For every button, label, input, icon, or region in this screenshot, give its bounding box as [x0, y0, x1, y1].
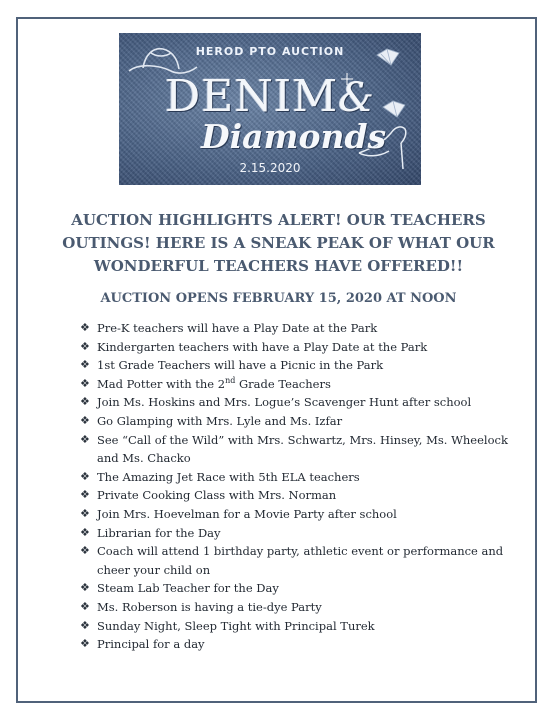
list-item: ❖ 1st Grade Teachers will have a Picnic in the Park [80, 356, 520, 375]
list-item: ❖ Steam Lab Teacher for the Day [80, 579, 520, 598]
auction-open-notice: AUCTION OPENS FEBRUARY 15, 2020 AT NOON [100, 291, 457, 306]
banner-title-ampersand: & [338, 75, 375, 121]
list-item: ❖ Private Cooking Class with Mrs. Norman [80, 486, 520, 505]
page-headline: AUCTION HIGHLIGHTS ALERT! OUR TEACHERS OUTINGS! HERE IS A SNEAK PEAK OF WHAT OUR WONDERFUL TEACHERS HAVE OFFERED!! [62, 211, 495, 275]
list-item: ❖ Librarian for the Day [80, 524, 520, 543]
banner-title-denim [165, 71, 375, 122]
diamond-bullet-icon: ❖ [80, 395, 90, 409]
list-item: ❖ Ms. Roberson is having a tie-dye Party [80, 598, 520, 617]
diamond-bullet-icon: ❖ [80, 339, 90, 353]
banner-title-diamonds: Diamonds [201, 117, 387, 156]
list-item: ❖ Principal for a day [80, 635, 520, 654]
diamond-bullet-icon: ❖ [80, 432, 90, 446]
page-frame [16, 17, 537, 703]
auction-banner [119, 33, 421, 185]
diamond-bullet-icon: ❖ [80, 599, 90, 613]
banner-date: 2.15.2020 [239, 161, 301, 175]
diamond-bullet-icon: ❖ [80, 618, 90, 632]
list-item: ❖ Mad Potter with the 2nd Grade Teachers [80, 375, 520, 394]
list-item: ❖ Kindergarten teachers with have a Play Date at the Park [80, 338, 520, 357]
diamond-bullet-icon: ❖ [80, 525, 90, 539]
ordinal-suffix: nd [225, 375, 236, 385]
diamond-bullet-icon: ❖ [80, 413, 90, 427]
diamond-bullet-icon: ❖ [80, 376, 90, 390]
list-item: ❖ See “Call of the Wild” with Mrs. Schwartz, Mrs. Hinsey, Ms. Wheelock and Ms. Chacko [80, 432, 508, 466]
diamond-bullet-icon: ❖ [80, 488, 90, 502]
banner-title-word-denim: DENIM [165, 71, 339, 122]
diamond-bullet-icon: ❖ [80, 506, 90, 520]
diamond-icon [383, 101, 405, 117]
banner-org-name: HEROD PTO AUCTION [195, 45, 345, 58]
list-item: ❖ Pre-K teachers will have a Play Date at the Park [80, 319, 520, 338]
diamond-bullet-icon: ❖ [80, 321, 90, 334]
diamond-bullet-icon: ❖ [80, 637, 90, 651]
list-item: ❖ Join Ms. Hoskins and Mrs. Logue’s Scavenger Hunt after school [80, 393, 520, 412]
diamond-bullet-icon: ❖ [80, 581, 90, 595]
auction-items-list [80, 319, 520, 654]
diamond-bullet-icon: ❖ [80, 358, 90, 372]
list-item: ❖ The Amazing Jet Race with 5th ELA teachers [80, 468, 520, 487]
list-item: ❖ Go Glamping with Mrs. Lyle and Ms. Izfar [80, 412, 520, 431]
list-item: ❖ Sunday Night, Sleep Tight with Principal Turek [80, 617, 520, 636]
list-item: ❖ Join Mrs. Hoevelman for a Movie Party after school [80, 505, 520, 524]
list-item: ❖ Coach will attend 1 birthday party, athletic event or performance and cheer your child on [80, 544, 504, 577]
diamond-bullet-icon: ❖ [80, 469, 90, 483]
diamond-bullet-icon: ❖ [80, 544, 90, 558]
